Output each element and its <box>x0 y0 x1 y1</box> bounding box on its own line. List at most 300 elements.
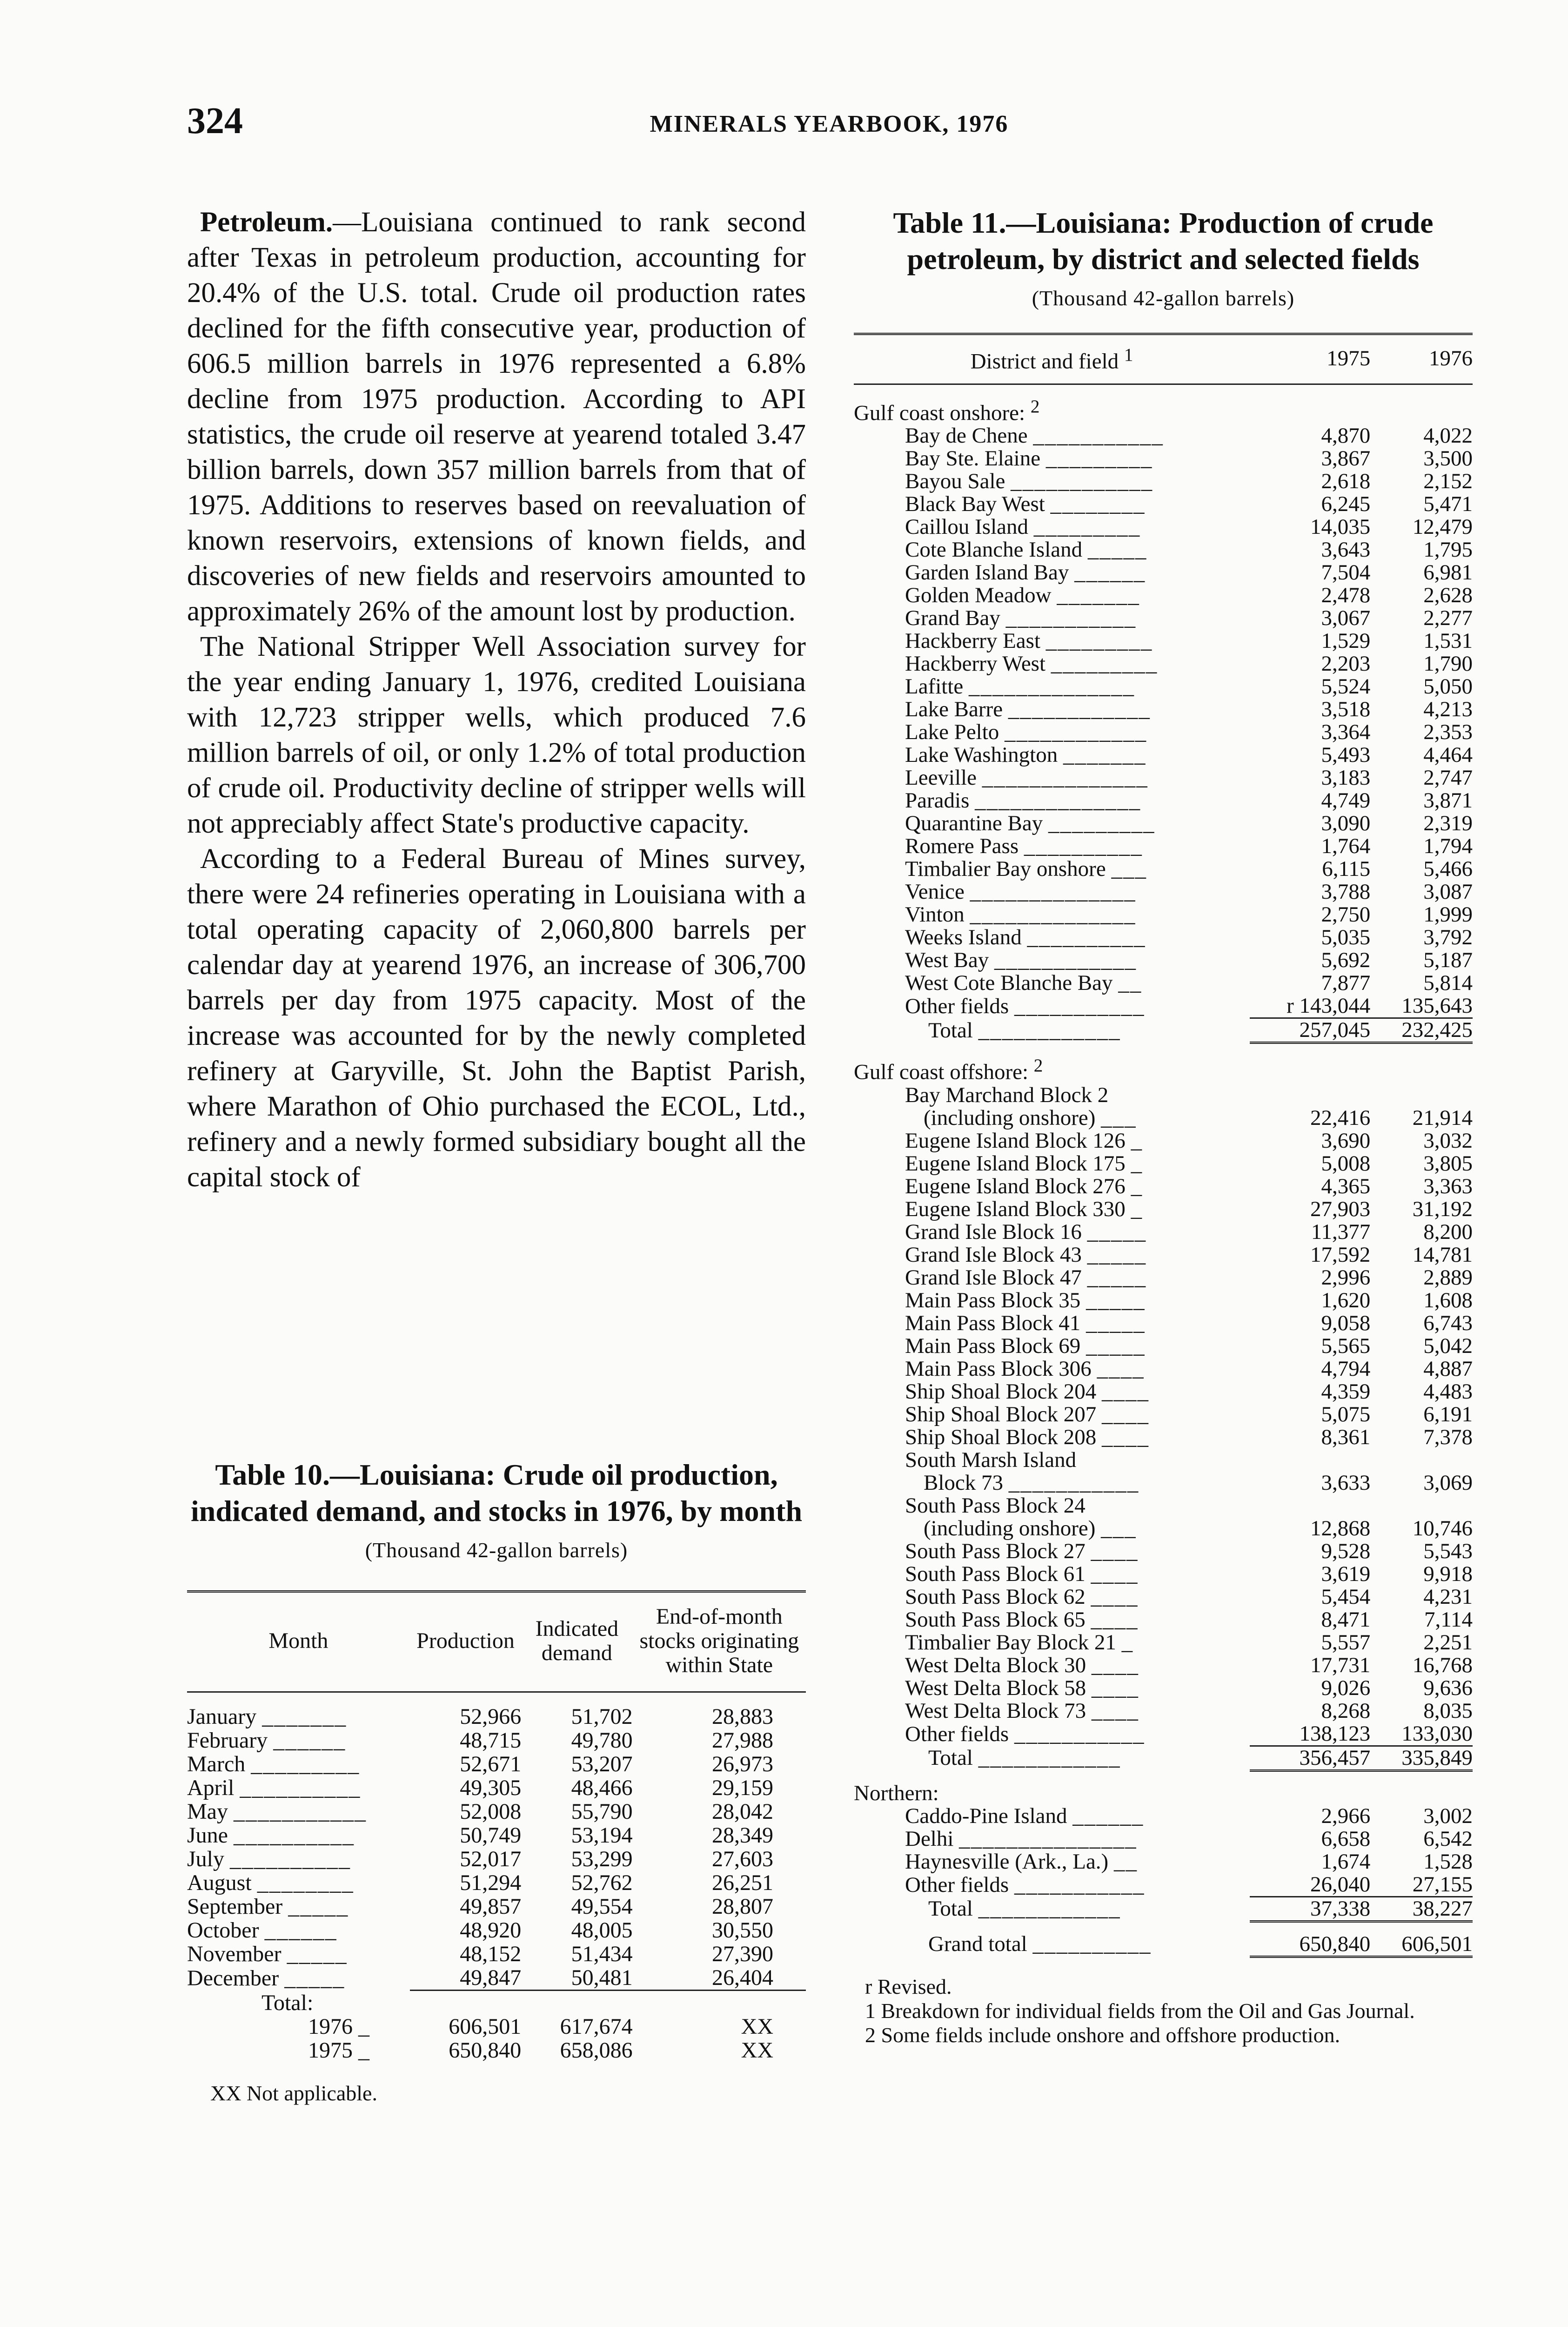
leader-dots: _______ <box>1057 583 1140 608</box>
field-name: South Marsh Island <box>905 1447 1077 1472</box>
field-name-cell <box>854 1654 1250 1677</box>
value-1976: 6,981 <box>1423 560 1473 585</box>
field-name-cell <box>854 1517 1250 1540</box>
value-1975: r 143,044 <box>1287 994 1371 1018</box>
table-row <box>854 561 1473 584</box>
field-name-cell <box>854 470 1250 493</box>
value-1975: 1,764 <box>1321 834 1371 859</box>
field-name: South Pass Block 61 <box>905 1561 1086 1586</box>
value-1976 <box>1370 1084 1473 1107</box>
value-1975: 5,008 <box>1321 1151 1371 1176</box>
stocks-cell: 26,973 <box>712 1752 773 1776</box>
value-1976: 1,608 <box>1423 1288 1473 1312</box>
field-name: Eugene Island Block 126 <box>905 1128 1126 1153</box>
field-name-cell <box>854 744 1250 767</box>
table-row <box>854 1677 1473 1700</box>
table-row <box>854 1289 1473 1312</box>
value-1976: 6,542 <box>1423 1826 1473 1851</box>
field-name: Garden Island Bay <box>905 560 1069 585</box>
leader-dots: _____ <box>284 1965 345 1991</box>
value-1976: 3,805 <box>1423 1151 1473 1176</box>
leader-dots: ______ <box>264 1918 337 1943</box>
value-1976 <box>1370 1449 1473 1472</box>
value-1975: 5,493 <box>1321 743 1371 767</box>
stocks-cell: 26,404 <box>633 1966 806 1991</box>
field-name: West Bay <box>905 948 989 973</box>
production-cell: 52,671 <box>460 1752 522 1776</box>
table-row <box>854 538 1473 561</box>
col-header-1975: 1975 <box>1327 346 1371 370</box>
table-row <box>854 1130 1473 1152</box>
stocks-cell: 26,251 <box>712 1870 773 1895</box>
stocks-cell: 29,159 <box>712 1776 773 1800</box>
table-row <box>187 1823 806 1847</box>
value-1975: 5,075 <box>1321 1402 1371 1426</box>
leader-dots: ____ <box>1091 1607 1139 1632</box>
field-name: Vinton <box>905 902 965 927</box>
field-name: Grand Isle Block 16 <box>905 1219 1082 1244</box>
leader-dots: ______ <box>273 1728 346 1753</box>
table-11-grid <box>854 333 1473 1958</box>
value-1976: 3,002 <box>1423 1803 1473 1828</box>
value-1975: 4,749 <box>1321 788 1371 813</box>
table-row <box>854 1335 1473 1358</box>
value-1976: 2,628 <box>1423 583 1473 608</box>
production-cell: 51,294 <box>460 1870 522 1895</box>
value-1976: 2,889 <box>1423 1265 1473 1290</box>
leader-dots: _ <box>358 2014 369 2039</box>
leader-dots: ____ <box>1091 1698 1139 1723</box>
leader-dots: _________ <box>1048 811 1155 836</box>
leader-dots: _ <box>1121 1630 1134 1654</box>
field-name-cell <box>854 1358 1250 1380</box>
footnote: r Revised. <box>865 1974 952 1998</box>
table-row <box>187 1871 806 1895</box>
leader-dots: __________ <box>1027 925 1146 950</box>
value-1975: 9,528 <box>1321 1539 1371 1563</box>
table-row <box>854 972 1473 995</box>
leader-dots: _______ <box>262 1704 347 1729</box>
total-label-row <box>187 1991 806 2015</box>
section-title-text: Gulf coast onshore: <box>854 401 1025 425</box>
table-row <box>854 1449 1473 1472</box>
month-cell: October ______ <box>187 1918 337 1943</box>
field-name: Hackberry East <box>905 629 1040 653</box>
value-1976: 4,483 <box>1423 1379 1473 1404</box>
production-cell: 52,017 <box>460 1847 522 1871</box>
value-1976: 4,464 <box>1423 743 1473 767</box>
value-1975: 5,565 <box>1321 1333 1371 1358</box>
value-1976: 5,050 <box>1423 674 1473 699</box>
field-name-cell <box>854 1152 1250 1175</box>
leader-dots: _____ <box>1087 1242 1147 1267</box>
table-row <box>854 1426 1473 1449</box>
value-1975: 12,868 <box>1310 1516 1371 1540</box>
total-label: Total <box>928 1746 973 1770</box>
value-1976: 12,479 <box>1412 515 1473 539</box>
month-cell: April __________ <box>187 1776 361 1800</box>
value-1976: 5,187 <box>1423 948 1473 973</box>
field-name-cell <box>854 881 1250 903</box>
table-row <box>854 1380 1473 1403</box>
section-title-text: Gulf coast offshore: <box>854 1060 1029 1084</box>
table-row <box>854 812 1473 835</box>
leader-dots: ___________ <box>1014 1722 1145 1746</box>
paragraph-text: —Louisiana continued to rank second after Texas in petroleum production, accounting for 20.4% of the U.S. total. Crude oil production rates declined for the fifth consecutive year, production of 606.5 million barrels in 1976 represented a 6.8% decline from 1975 production. According to API statistics, the crude oil reserve at yearend totaled 3.47 billion barrels, down 357 million barrels from that of 1975. Additions to reserves based on reevaluation of known reservoirs, extensions of known fields, and discoveries of new fields and reservoirs amounted to approximately 26% of the amount lost by production. <box>187 207 806 627</box>
field-name-cell <box>854 721 1250 744</box>
value-1975: 2,478 <box>1321 583 1371 608</box>
field-name-cell <box>854 538 1250 561</box>
table-row <box>854 949 1473 972</box>
table-row <box>854 1540 1473 1563</box>
value-1976: 3,871 <box>1423 788 1473 813</box>
leader-dots: __ <box>1113 1849 1138 1874</box>
value-1976: 133,030 <box>1401 1721 1473 1746</box>
table-row <box>854 1631 1473 1654</box>
value-1976: 3,069 <box>1423 1470 1473 1495</box>
table-row <box>187 1918 806 1942</box>
value-1976: 16,768 <box>1412 1653 1473 1677</box>
field-name-cell <box>854 561 1250 584</box>
table-row <box>854 1700 1473 1722</box>
production-cell: 49,305 <box>460 1776 522 1800</box>
leader-dots: __________ <box>1024 834 1143 859</box>
field-name-cell <box>854 812 1250 835</box>
field-name: Delhi <box>905 1826 954 1851</box>
demand-cell: 55,790 <box>571 1799 633 1824</box>
table-10 <box>187 1457 806 2105</box>
table-row <box>854 1152 1473 1175</box>
leader-dots: ______ <box>1072 1803 1144 1828</box>
table-row <box>854 652 1473 675</box>
table-10-grid <box>187 1590 806 2062</box>
leader-dots: __________ <box>230 1847 351 1871</box>
table-row <box>854 858 1473 881</box>
table-row <box>854 1586 1473 1608</box>
value-1976: 6,743 <box>1423 1311 1473 1335</box>
value-1975 <box>1250 1449 1370 1472</box>
footnote: 2 Some fields include onshore and offshore production. <box>865 2023 1340 2047</box>
value-1976: 2,747 <box>1423 766 1473 790</box>
value-1976: 4,887 <box>1423 1356 1473 1381</box>
value-1976: 2,251 <box>1423 1630 1473 1654</box>
stocks-cell: 28,883 <box>712 1704 773 1729</box>
leader-dots: ____ <box>1102 1425 1150 1449</box>
total-1976: 232,425 <box>1370 1018 1473 1043</box>
field-name-cell <box>854 1312 1250 1335</box>
field-name: Weeks Island <box>905 925 1022 950</box>
table-row <box>187 1692 806 1729</box>
demand-cell: 52,762 <box>571 1870 633 1895</box>
leader-dots: _____ <box>1086 1311 1146 1335</box>
footnote-marker: 2 <box>1030 396 1040 417</box>
leader-dots: ______________ <box>982 766 1148 790</box>
value-1975: 3,633 <box>1321 1470 1371 1495</box>
table-row <box>854 698 1473 721</box>
col-header-production: Production <box>416 1628 515 1653</box>
leader-dots: ________ <box>1050 492 1146 517</box>
field-name-cell <box>854 424 1250 447</box>
value-1975: 6,115 <box>1322 857 1371 881</box>
value-1976: 3,792 <box>1423 925 1473 950</box>
table-row <box>854 744 1473 767</box>
leader-dots: __________ <box>233 1823 355 1848</box>
value-1975: 3,643 <box>1321 538 1371 562</box>
leader-dots: _______ <box>1063 743 1146 767</box>
value-1976: 5,543 <box>1423 1539 1473 1563</box>
production-total-cell: 650,840 <box>449 2038 522 2063</box>
field-name-cell <box>854 1677 1250 1700</box>
field-name-cell <box>854 767 1250 789</box>
leader-dots: _______________ <box>959 1826 1137 1851</box>
table-row <box>854 630 1473 652</box>
value-1976: 5,042 <box>1423 1333 1473 1358</box>
leader-dots: ____ <box>1102 1402 1150 1426</box>
field-name: Lake Barre <box>905 697 1003 722</box>
field-name: Timbalier Bay Block 21 <box>905 1630 1116 1654</box>
leader-dots: ____________ <box>1008 697 1151 722</box>
value-1975: 8,471 <box>1321 1607 1371 1632</box>
value-1976: 2,319 <box>1423 811 1473 836</box>
grand-total-row <box>854 1921 1473 1957</box>
table-row <box>854 835 1473 858</box>
table-row <box>854 926 1473 949</box>
value-1975: 27,903 <box>1310 1197 1371 1221</box>
total-label-cell <box>854 1897 1250 1921</box>
table-row <box>854 584 1473 607</box>
leader-dots: ____________ <box>1005 720 1147 745</box>
leader-dots: _____ <box>1087 538 1147 562</box>
total-label-cell <box>854 1018 1250 1043</box>
field-name: Ship Shoal Block 204 <box>905 1379 1097 1404</box>
leader-dots: ________ <box>257 1870 354 1895</box>
value-1976: 31,192 <box>1412 1197 1473 1221</box>
table-row <box>854 881 1473 903</box>
field-name: Grand Bay <box>905 606 1000 631</box>
field-name-cell <box>854 1266 1250 1289</box>
leader-dots: _ <box>1131 1151 1143 1176</box>
leader-dots: ____________ <box>994 948 1137 973</box>
field-name: Grand Isle Block 47 <box>905 1265 1082 1290</box>
field-name: Ship Shoal Block 207 <box>905 1402 1097 1426</box>
col-header-month: Month <box>268 1628 328 1653</box>
value-1976: 7,114 <box>1424 1607 1473 1632</box>
value-1975: 3,867 <box>1321 446 1371 471</box>
field-name-cell <box>854 1563 1250 1586</box>
field-name-cell <box>854 1221 1250 1244</box>
field-name: Other fields <box>905 1722 1009 1746</box>
leader-dots: ____ <box>1091 1561 1139 1586</box>
value-1975: 9,058 <box>1321 1311 1371 1335</box>
value-1975: 11,377 <box>1311 1219 1371 1244</box>
value-1976: 14,781 <box>1412 1242 1473 1267</box>
leader-dots: ____________ <box>978 1897 1121 1921</box>
total-1975: 257,045 <box>1250 1018 1370 1043</box>
field-name-cell <box>854 1380 1250 1403</box>
value-1976: 1,795 <box>1423 538 1473 562</box>
total-1976: 335,849 <box>1370 1746 1473 1770</box>
field-name: Main Pass Block 35 <box>905 1288 1081 1312</box>
leader-dots: ____________ <box>978 1746 1121 1770</box>
value-1975: 3,183 <box>1321 766 1371 790</box>
value-1975: 1,529 <box>1321 629 1371 653</box>
table-row <box>187 1800 806 1823</box>
stocks-cell: 27,988 <box>712 1728 773 1753</box>
field-name: (including onshore) <box>924 1105 1096 1130</box>
table-row <box>854 1472 1473 1494</box>
demand-cell: 53,207 <box>571 1752 633 1776</box>
table-row <box>854 1850 1473 1873</box>
value-1975: 3,090 <box>1321 811 1371 836</box>
section-title <box>854 1043 1473 1084</box>
grand-total-label-cell <box>854 1921 1250 1957</box>
field-name-cell <box>854 1873 1250 1897</box>
field-name-cell <box>854 1403 1250 1426</box>
field-name-cell <box>854 607 1250 630</box>
field-name: Grand Isle Block 43 <box>905 1242 1082 1267</box>
leader-dots: __________ <box>1032 1931 1152 1956</box>
leader-dots: ___________ <box>1014 994 1145 1019</box>
value-1975: 6,245 <box>1321 492 1371 517</box>
field-name: Block 73 <box>924 1470 1004 1495</box>
table-row <box>187 1776 806 1800</box>
value-1975: 5,692 <box>1321 948 1371 973</box>
field-name-cell <box>854 1289 1250 1312</box>
table-10-units: (Thousand 42-gallon barrels) <box>365 1538 628 1562</box>
table-row <box>854 1722 1473 1746</box>
leader-dots: _________ <box>1033 515 1141 539</box>
leader-dots: __________ <box>240 1776 361 1800</box>
leader-dots: ___________ <box>233 1799 367 1824</box>
leader-dots: _________ <box>1051 652 1158 676</box>
field-name-cell <box>854 972 1250 995</box>
field-name: Main Pass Block 306 <box>905 1356 1092 1381</box>
value-1975: 3,067 <box>1321 606 1371 631</box>
value-1975: 5,454 <box>1321 1584 1371 1609</box>
field-name-cell <box>854 630 1250 652</box>
value-1976: 1,790 <box>1423 652 1473 676</box>
total-label-cell <box>854 1746 1250 1770</box>
value-1975: 138,123 <box>1299 1721 1371 1746</box>
value-1976: 1,528 <box>1423 1849 1473 1874</box>
paragraph-petroleum <box>187 205 806 629</box>
section-title <box>854 384 1473 424</box>
table-row <box>854 1608 1473 1631</box>
value-1975: 26,040 <box>1310 1872 1371 1897</box>
value-1975: 5,557 <box>1321 1630 1371 1654</box>
value-1975: 1,674 <box>1321 1849 1371 1874</box>
demand-cell: 53,299 <box>571 1847 633 1871</box>
field-name: Bay Marchand Block 2 <box>905 1083 1109 1107</box>
leader-dots: _____ <box>1087 1265 1147 1290</box>
table-row <box>854 721 1473 744</box>
field-name-cell <box>854 584 1250 607</box>
production-cell: 49,857 <box>460 1894 522 1919</box>
table-row <box>854 767 1473 789</box>
value-1976: 6,191 <box>1423 1402 1473 1426</box>
value-1975: 22,416 <box>1310 1105 1371 1130</box>
value-1975: 3,788 <box>1321 880 1371 904</box>
value-1975: 2,203 <box>1321 652 1371 676</box>
field-name-cell <box>854 1608 1250 1631</box>
year-cell <box>187 2038 410 2062</box>
leader-dots: ______________ <box>969 674 1135 699</box>
field-name-cell <box>854 1722 1250 1746</box>
section-header-row <box>854 1043 1473 1084</box>
month-cell: September _____ <box>187 1894 349 1919</box>
leader-dots: ____ <box>1091 1584 1139 1609</box>
leader-dots: ______________ <box>975 788 1141 813</box>
field-name: West Delta Block 30 <box>905 1653 1086 1677</box>
value-1975: 2,966 <box>1321 1803 1371 1828</box>
field-name: Main Pass Block 69 <box>905 1333 1081 1358</box>
value-1975: 3,690 <box>1321 1128 1371 1153</box>
field-name: West Cote Blanche Bay <box>905 971 1113 995</box>
demand-cell: 51,434 <box>571 1942 633 1966</box>
production-total-cell: 606,501 <box>449 2014 522 2039</box>
field-name-cell <box>854 1130 1250 1152</box>
field-name-cell <box>854 835 1250 858</box>
field-name-cell <box>854 1426 1250 1449</box>
field-name: Golden Meadow <box>905 583 1052 608</box>
value-1976: 5,814 <box>1423 971 1473 995</box>
value-1976 <box>1370 1494 1473 1517</box>
month-cell: July __________ <box>187 1847 351 1871</box>
value-1976: 5,471 <box>1423 492 1473 517</box>
year-cell <box>187 2015 410 2038</box>
field-name: Main Pass Block 41 <box>905 1311 1081 1335</box>
table-10-footnote: XX Not applicable. <box>210 2081 377 2105</box>
field-name: Bayou Sale <box>905 469 1005 494</box>
field-name-cell <box>854 1586 1250 1608</box>
value-1975: 6,658 <box>1321 1826 1371 1851</box>
col-header-1976: 1976 <box>1429 346 1473 370</box>
field-name: Haynesville (Ark., La.) <box>905 1849 1109 1874</box>
section-total-row <box>854 1897 1473 1921</box>
field-name: Hackberry West <box>905 652 1046 676</box>
field-name-cell <box>854 1472 1250 1494</box>
field-name-cell <box>854 1700 1250 1722</box>
value-1975: 8,268 <box>1321 1698 1371 1723</box>
leader-dots: ___________ <box>1033 424 1164 448</box>
table-row <box>854 1517 1473 1540</box>
table-row <box>854 516 1473 538</box>
leader-dots: ____ <box>1102 1379 1150 1404</box>
field-name: Romere Pass <box>905 834 1019 859</box>
value-1976: 3,500 <box>1423 446 1473 471</box>
field-name-cell <box>854 698 1250 721</box>
field-name: Bay de Chene <box>905 424 1028 448</box>
page-header <box>187 100 1471 151</box>
year-label: 1976 <box>308 2014 353 2039</box>
leader-dots: ___ <box>1101 1105 1137 1130</box>
field-name: Bay Ste. Elaine <box>905 446 1041 471</box>
value-1976: 8,035 <box>1423 1698 1473 1723</box>
field-name-cell <box>854 1107 1250 1130</box>
demand-cell: 48,466 <box>571 1776 633 1800</box>
total-1975: 37,338 <box>1250 1897 1370 1921</box>
value-1975: 7,504 <box>1321 560 1371 585</box>
table-11-caption: Table 11.—Louisiana: Production of crude petroleum, by district and selected fields <box>893 206 1434 276</box>
field-name: Paradis <box>905 788 970 813</box>
value-1976: 27,155 <box>1412 1872 1473 1897</box>
demand-cell: 51,702 <box>571 1704 633 1729</box>
value-1975: 17,592 <box>1310 1242 1371 1267</box>
table-row <box>187 1847 806 1871</box>
stocks-cell: 28,349 <box>712 1823 773 1848</box>
total-label: Total <box>928 1897 973 1921</box>
table-row <box>854 1654 1473 1677</box>
